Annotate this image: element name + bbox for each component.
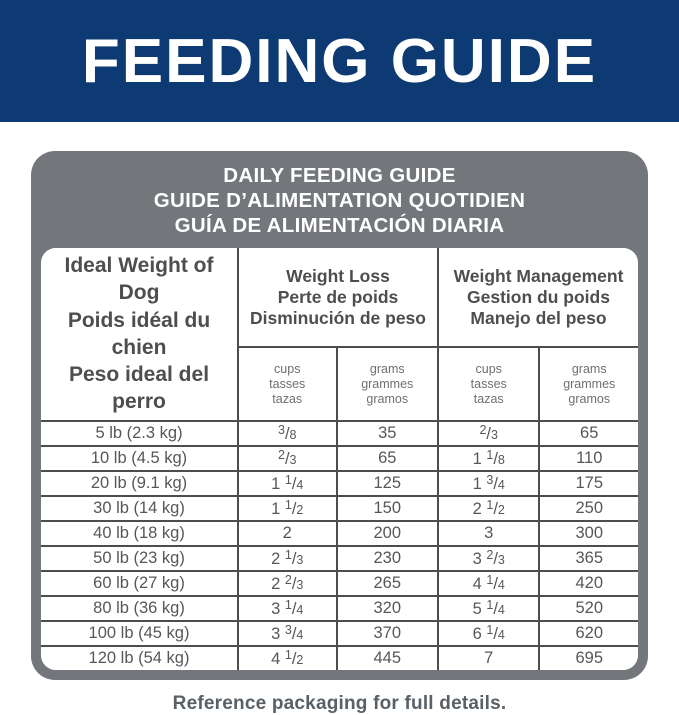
guide-header-line-en: DAILY FEEDING GUIDE bbox=[223, 164, 456, 187]
loss-cups-cell: 2 bbox=[238, 521, 337, 546]
mgmt-cups-cell: 1 $^3$/4 bbox=[438, 471, 539, 496]
mgmt-grams-cell: 520 bbox=[539, 596, 638, 621]
loss-cups-cell: 2 $^1$/3 bbox=[238, 546, 337, 571]
loss-grams-cell: 445 bbox=[337, 646, 438, 671]
weight-cell: 120 lb (54 kg) bbox=[41, 646, 238, 671]
table-row bbox=[41, 571, 638, 596]
loss-cups-cell: 3 $^1$/4 bbox=[238, 596, 337, 621]
mgmt-cups-cell: 1 $^1$/8 bbox=[438, 446, 539, 471]
loss-cups-cell: $^2$/3 bbox=[238, 446, 337, 471]
weight-cell: 10 lb (4.5 kg) bbox=[41, 446, 238, 471]
mgmt-cups-cell: 7 bbox=[438, 646, 539, 671]
mgmt-cups-cell: 3 bbox=[438, 521, 539, 546]
mgmt-grams-cell: 365 bbox=[539, 546, 638, 571]
subheader-mgmt-cups: cups tasses tazas bbox=[438, 347, 539, 420]
banner-title: FEEDING GUIDE bbox=[81, 26, 598, 96]
loss-grams-cell: 150 bbox=[337, 496, 438, 521]
feeding-guide-table-frame bbox=[31, 151, 648, 680]
subheader-loss-cups: cups tasses tazas bbox=[238, 347, 337, 420]
column-header-ideal-weight: Ideal Weight of Dog Poids idéal du chien Peso ideal del perro bbox=[41, 248, 238, 421]
mgmt-cups-cell: 5 $^1$/4 bbox=[438, 596, 539, 621]
feeding-table bbox=[41, 248, 638, 670]
table-row bbox=[41, 471, 638, 496]
loss-cups-cell: 2 $^2$/3 bbox=[238, 571, 337, 596]
table-row bbox=[41, 621, 638, 646]
table-row bbox=[41, 446, 638, 471]
table-row bbox=[41, 521, 638, 546]
mgmt-grams-cell: 110 bbox=[539, 446, 638, 471]
weight-cell: 40 lb (18 kg) bbox=[41, 521, 238, 546]
mgmt-cups-cell: 2 $^1$/2 bbox=[438, 496, 539, 521]
weight-cell: 80 lb (36 kg) bbox=[41, 596, 238, 621]
loss-cups-cell: 1 $^1$/2 bbox=[238, 496, 337, 521]
table-row bbox=[41, 646, 638, 671]
loss-grams-cell: 125 bbox=[337, 471, 438, 496]
loss-cups-cell: 3 $^3$/4 bbox=[238, 621, 337, 646]
table-row bbox=[41, 421, 638, 446]
loss-grams-cell: 265 bbox=[337, 571, 438, 596]
loss-grams-cell: 200 bbox=[337, 521, 438, 546]
mgmt-grams-cell: 250 bbox=[539, 496, 638, 521]
column-header-weight-loss: Weight Loss Perte de poids Disminución de peso bbox=[238, 248, 438, 347]
feeding-guide-banner bbox=[0, 0, 679, 122]
mgmt-grams-cell: 420 bbox=[539, 571, 638, 596]
mgmt-grams-cell: 300 bbox=[539, 521, 638, 546]
table-row bbox=[41, 496, 638, 521]
weight-cell: 60 lb (27 kg) bbox=[41, 571, 238, 596]
subheader-mgmt-grams: grams grammes gramos bbox=[539, 347, 638, 420]
table-row bbox=[41, 546, 638, 571]
weight-cell: 5 lb (2.3 kg) bbox=[41, 421, 238, 446]
mgmt-cups-cell: 4 $^1$/4 bbox=[438, 571, 539, 596]
loss-cups-cell: 1 $^1$/4 bbox=[238, 471, 337, 496]
mgmt-grams-cell: 620 bbox=[539, 621, 638, 646]
loss-cups-cell: 4 $^1$/2 bbox=[238, 646, 337, 671]
guide-header-line-fr: GUIDE D’ALIMENTATION QUOTIDIEN bbox=[153, 189, 526, 212]
loss-grams-cell: 35 bbox=[337, 421, 438, 446]
mgmt-grams-cell: 175 bbox=[539, 471, 638, 496]
mgmt-cups-cell: 6 $^1$/4 bbox=[438, 621, 539, 646]
subheader-loss-grams: grams grammes gramos bbox=[337, 347, 438, 420]
mgmt-grams-cell: 695 bbox=[539, 646, 638, 671]
loss-cups-cell: $^3$/8 bbox=[238, 421, 337, 446]
weight-cell: 30 lb (14 kg) bbox=[41, 496, 238, 521]
mgmt-grams-cell: 65 bbox=[539, 421, 638, 446]
footer-note: Reference packaging for full details. bbox=[172, 693, 507, 715]
weight-cell: 50 lb (23 kg) bbox=[41, 546, 238, 571]
guide-header-line-es: GUÍA DE ALIMENTACIÓN DIARIA bbox=[174, 214, 505, 237]
feeding-table-inner bbox=[41, 248, 638, 670]
column-header-weight-management: Weight Management Gestion du poids Manejo del peso bbox=[438, 248, 638, 347]
mgmt-cups-cell: 3 $^2$/3 bbox=[438, 546, 539, 571]
weight-cell: 20 lb (9.1 kg) bbox=[41, 471, 238, 496]
loss-grams-cell: 65 bbox=[337, 446, 438, 471]
weight-cell: 100 lb (45 kg) bbox=[41, 621, 238, 646]
loss-grams-cell: 370 bbox=[337, 621, 438, 646]
loss-grams-cell: 230 bbox=[337, 546, 438, 571]
table-row bbox=[41, 596, 638, 621]
daily-feeding-guide-header bbox=[41, 151, 638, 248]
mgmt-cups-cell: $^2$/3 bbox=[438, 421, 539, 446]
loss-grams-cell: 320 bbox=[337, 596, 438, 621]
